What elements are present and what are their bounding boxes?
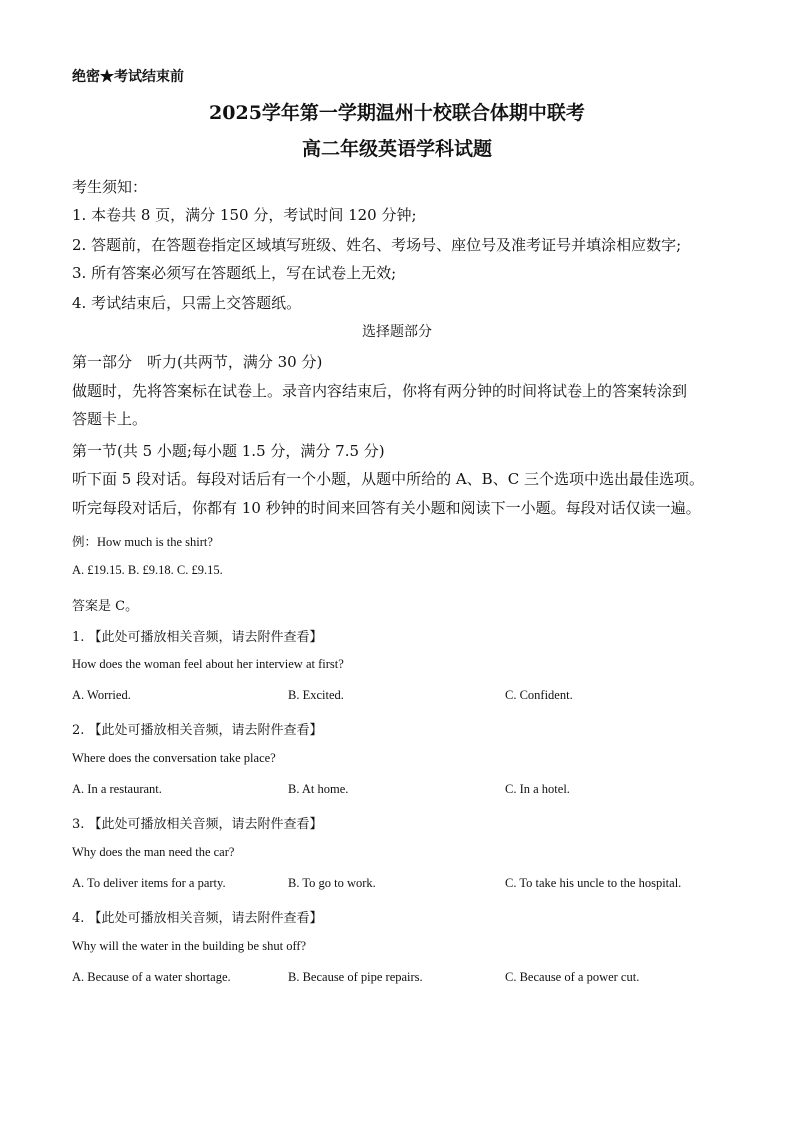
notice-item: 1. 本卷共 8 页，满分 150 分，考试时间 120 分钟; [72,206,417,224]
example-options: A. £19.15. B. £9.18. C. £9.15. [72,563,223,577]
instruction-text: 听下面 5 段对话。每段对话后有一个小题，从题中所给的 A、B、C 三个选项中选出最佳选项。 [72,470,704,488]
exam-subtitle: 高二年级英语学科试题 [301,138,492,160]
option-c: C. Because of a power cut. [505,970,640,984]
section1-heading: 第一节(共 5 小题;每小题 1.5 分，满分 7.5 分) [72,442,385,460]
question-text: How does the woman feel about her interview at first? [72,657,344,671]
section-title: 选择题部分 [362,324,432,340]
question-text: Why will the water in the building be shut off? [72,939,307,953]
part1-heading: 第一部分 听力(共两节，满分 30 分) [72,353,323,371]
option-c: C. To take his uncle to the hospital. [505,876,682,890]
audio-placeholder-link[interactable]: 1. 【此处可播放相关音频，请去附件查看】 [72,630,323,645]
audio-placeholder-link[interactable]: 4. 【此处可播放相关音频，请去附件查看】 [72,911,323,926]
question-text: Why does the man need the car? [72,845,235,859]
option-b: B. Because of pipe repairs. [288,970,423,984]
option-b: B. Excited. [288,688,344,702]
confidential-label: 绝密★考试结束前 [72,69,184,85]
option-a: A. To deliver items for a party. [72,876,226,890]
exam-title: 2025学年第一学期温州十校联合体期中联考 [209,102,585,124]
instruction-text: 听完每段对话后，你都有 10 秒钟的时间来回答有关小题和阅读下一小题。每段对话仅读一遍。 [72,499,701,517]
option-b: B. To go to work. [288,876,376,890]
option-c: C. In a hotel. [505,782,570,796]
example-question: 例：How much is the shirt? [72,535,213,549]
question-text: Where does the conversation take place? [72,751,276,765]
example-answer: 答案是 C。 [72,599,139,614]
audio-placeholder-link[interactable]: 2. 【此处可播放相关音频，请去附件查看】 [72,723,323,738]
notice-item: 3. 所有答案必须写在答题纸上，写在试卷上无效; [72,264,397,282]
notice-item: 2. 答题前，在答题卷指定区域填写班级、姓名、考场号、座位号及准考证号并填涂相应数字; [72,236,682,254]
option-b: B. At home. [288,782,349,796]
option-a: A. Because of a water shortage. [72,970,231,984]
option-c: C. Confident. [505,688,573,702]
option-a: A. In a restaurant. [72,782,162,796]
instruction-text: 答题卡上。 [72,410,148,428]
notice-item: 4. 考试结束后，只需上交答题纸。 [72,294,302,312]
audio-placeholder-link[interactable]: 3. 【此处可播放相关音频，请去附件查看】 [72,817,323,832]
option-a: A. Worried. [72,688,131,702]
notice-heading: 考生须知： [72,178,148,196]
instruction-text: 做题时，先将答案标在试卷上。录音内容结束后，你将有两分钟的时间将试卷上的答案转涂到 [72,382,688,400]
